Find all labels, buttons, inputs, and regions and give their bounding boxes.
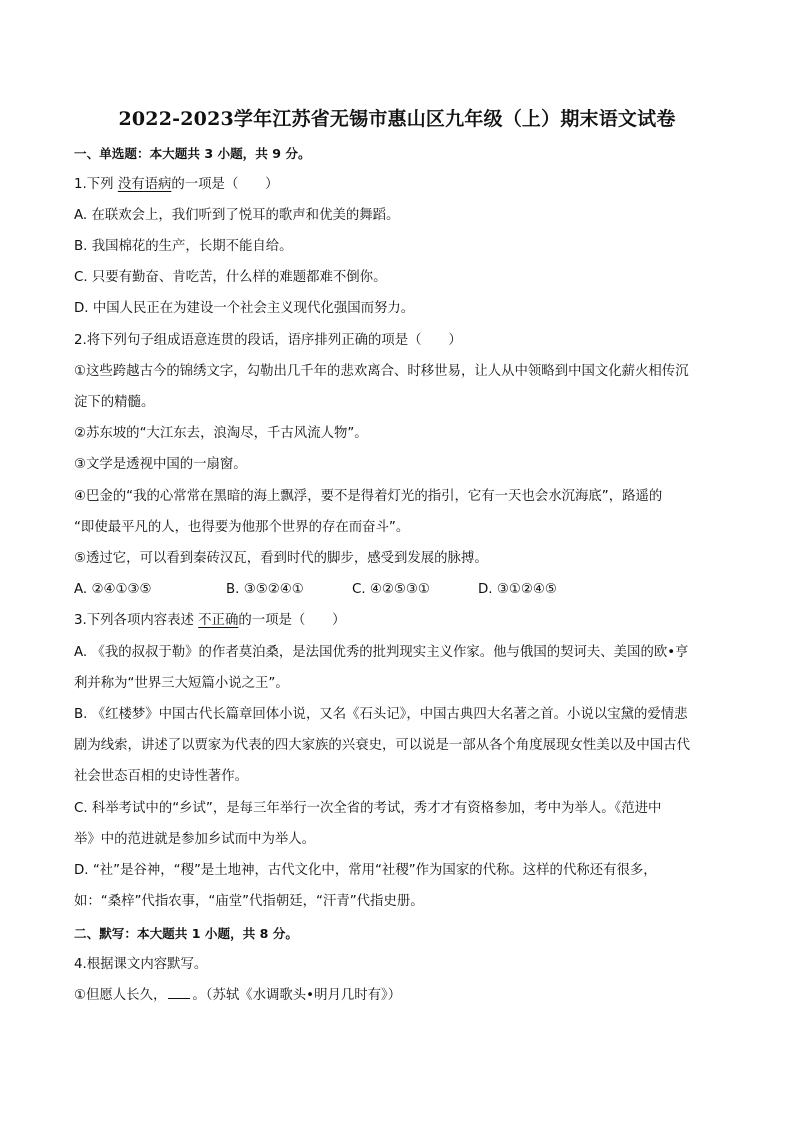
question-2-option-c: C. ④②⑤③① — [352, 582, 430, 597]
question-2-option-d: D. ③①②④⑤ — [478, 582, 557, 597]
question-2-sentence-4-cont: “即使最平凡的人，也得要为他那个世界的存在而奋斗”。 — [74, 520, 410, 535]
question-1-emphasis: 没有语病 — [117, 177, 172, 192]
question-3-prefix: 3.下列各项内容表述 — [74, 613, 199, 628]
question-3-emphasis: 不正确 — [198, 613, 239, 628]
question-3-option-d: D. “社”是谷神，“稷”是土地神，古代文化中，常用“社稷”作为国家的代称。这样的代称还有很多， — [74, 863, 657, 878]
question-2-sentence-1-cont: 淀下的精髓。 — [74, 395, 155, 410]
question-4-line-1-suffix: 。（苏轼《水调歌头•明月几时有》） — [192, 988, 402, 1003]
question-3-stem — [74, 611, 722, 631]
question-2-sentence-2: ②苏东坡的“大江东去，浪淘尽，千古风流人物”。 — [74, 426, 368, 441]
question-3-option-d-cont: 如：“桑梓”代指农事，“庙堂”代指朝廷，“汗青”代指史册。 — [74, 894, 424, 909]
question-3-option-a-cont: 利并称为“世界三大短篇小说之王”。 — [74, 676, 289, 691]
question-4-stem: 4.根据课文内容默写。 — [74, 957, 208, 972]
question-3-option-c-cont: 举》中的范进就是参加乡试而中为举人。 — [74, 832, 316, 847]
question-2-sentence-4: ④巴金的“我的心常常在黑暗的海上飘浮，要不是得着灯光的指引，它有一天也会水沉海底”，路遥的 — [74, 489, 663, 504]
question-2-sentence-5: ⑤透过它，可以看到秦砖汉瓦，看到时代的脚步，感受到发展的脉搏。 — [74, 551, 488, 566]
question-3-suffix: 的一项是（ ） — [238, 613, 346, 628]
question-4-line-1-prefix: ①但愿人长久， — [74, 988, 167, 1003]
question-1-option-a: A. 在联欢会上，我们听到了悦耳的歌声和优美的舞蹈。 — [74, 208, 400, 223]
question-2-options — [74, 580, 722, 600]
question-1-option-b: B. 我国棉花的生产，长期不能自给。 — [74, 239, 293, 254]
exam-title: 2022-2023学年江苏省无锡市惠山区九年级（上）期末语文试卷 — [118, 108, 676, 130]
question-1-stem — [74, 175, 722, 195]
question-3-option-b-cont-2: 社会世态百相的史诗性著作。 — [74, 769, 249, 784]
question-2-option-a: A. ②④①③⑤ — [74, 582, 152, 597]
question-1-option-d: D. 中国人民正在为建设一个社会主义现代化强国而努力。 — [74, 301, 415, 316]
question-4-line-1 — [74, 986, 722, 1006]
answer-blank[interactable] — [168, 986, 190, 999]
section-heading-dictation: 二、默写：本大题共 1 小题，共 8 分。 — [74, 926, 298, 941]
question-1-prefix: 1.下列 — [74, 177, 118, 192]
question-1-option-c: C. 只要有勤奋、肯吃苦，什么样的难题都难不倒你。 — [74, 270, 387, 285]
question-1-suffix: 的一项是（ ） — [171, 177, 279, 192]
question-2-sentence-1: ①这些跨越古今的锦绣文字，勾勒出几千年的悲欢离合、时移世易，让人从中领略到中国文化薪火相传沉 — [74, 364, 689, 379]
question-2-stem: 2.将下列句子组成语意连贯的段话，语序排列正确的项是（ ） — [74, 333, 462, 348]
question-3-option-c: C. 科举考试中的“乡试”，是每三年举行一次全省的考试，秀才才有资格参加，考中为举人。《范进中 — [74, 801, 662, 816]
section-heading-single-choice: 一、单选题：本大题共 3 小题，共 9 分。 — [74, 146, 311, 161]
question-3-option-b-cont: 剧为线索，讲述了以贾家为代表的四大家族的兴衰史，可以说是一部从各个角度展现女性美以及中国古代 — [74, 738, 690, 753]
question-2-sentence-3: ③文学是透视中国的一扇窗。 — [74, 457, 247, 472]
question-2-option-b: B. ③⑤②④① — [226, 582, 304, 597]
question-3-option-a: A. 《我的叔叔于勒》的作者莫泊桑，是法国优秀的批判现实主义作家。他与俄国的契诃夫、美国的欧•亨 — [74, 645, 689, 660]
question-3-option-b: B. 《红楼梦》中国古代长篇章回体小说，又名《石头记》，中国古典四大名著之首。小说以宝黛的爱情悲 — [74, 707, 688, 722]
